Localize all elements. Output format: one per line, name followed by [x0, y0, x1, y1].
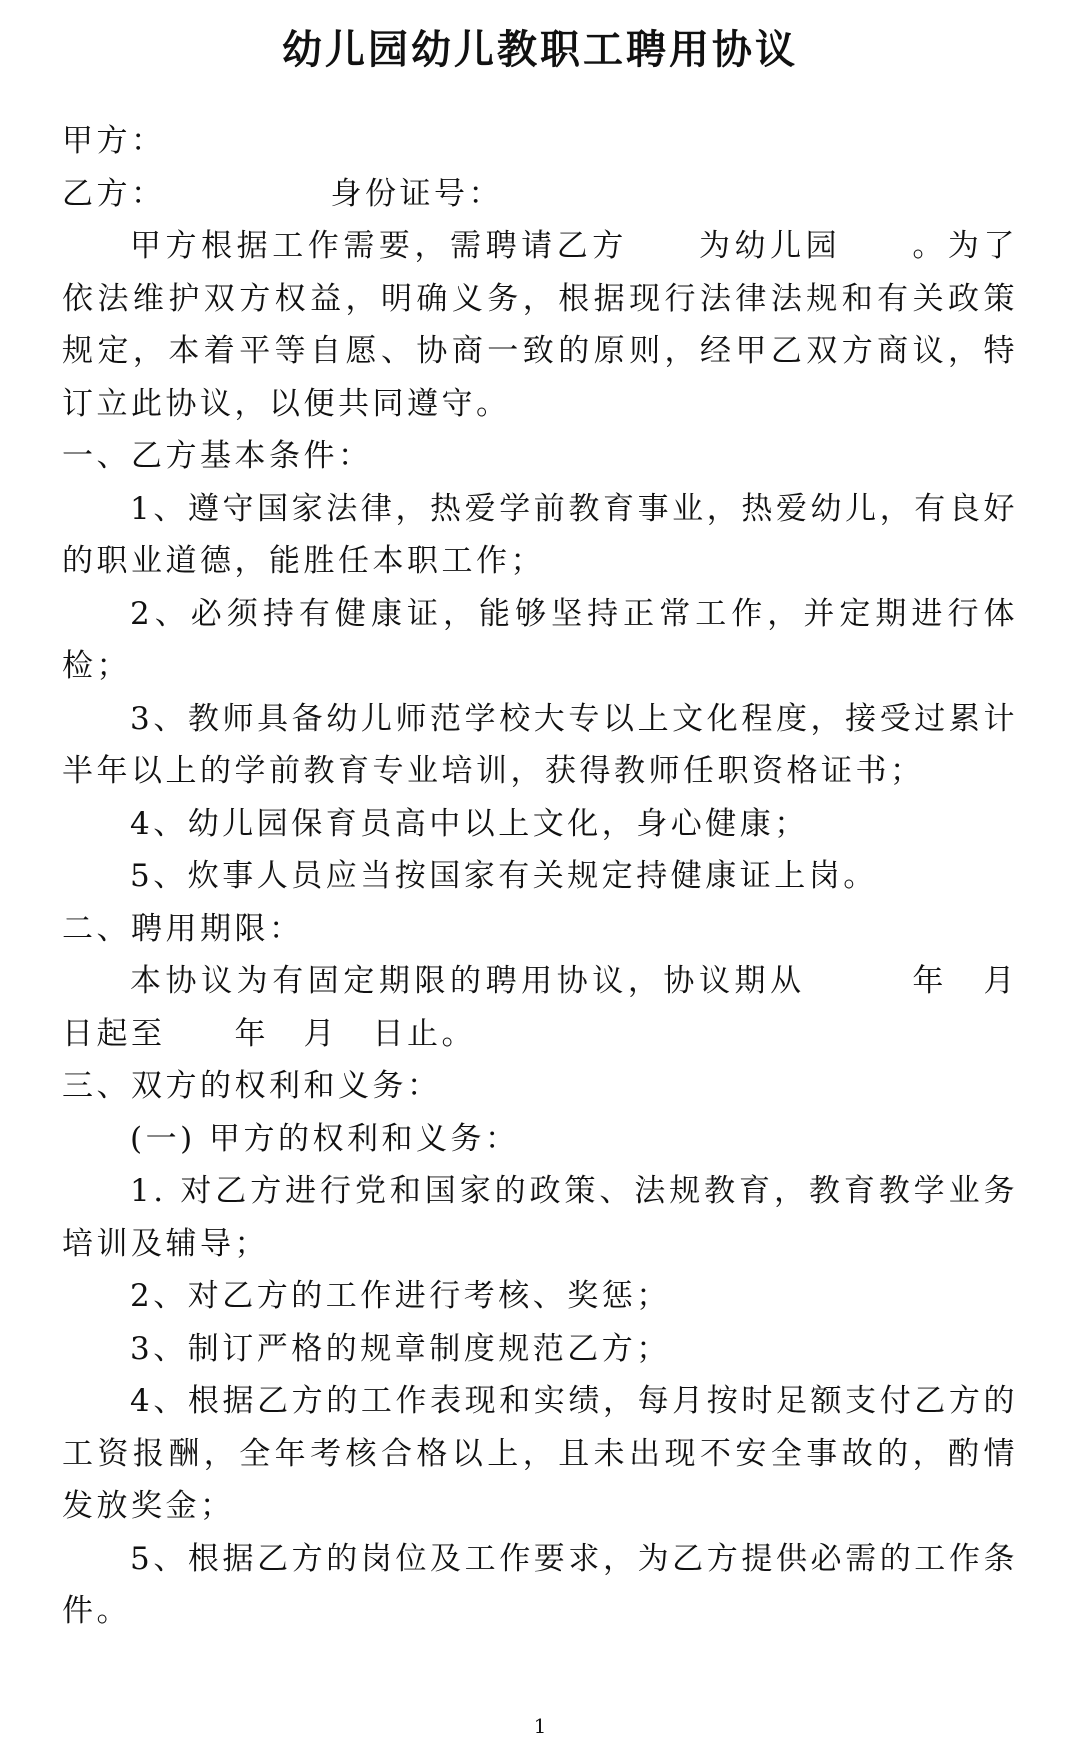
party-b-line	[62, 168, 1018, 221]
party-a-duty-2: 2、对乙方的工作进行考核、奖惩；	[130, 1278, 671, 1314]
party-a-duty-1: 1. 对乙方进行党和国家的政策、法规教育，教育教学业务培训及辅导；	[62, 1173, 1018, 1262]
party-a-duty-5: 5、根据乙方的岗位及工作要求，为乙方提供必需的工作条件。	[62, 1540, 1018, 1629]
party-b-label: 乙方：	[62, 175, 166, 212]
term-paragraph: 本协议为有固定期限的聘用协议，协议期从 年 月 日起至 年 月 日止。	[62, 963, 1053, 1052]
document-title: 幼儿园幼儿教职工聘用协议	[282, 27, 798, 73]
condition-item-5: 5、炊事人员应当按国家有关规定持健康证上岗。	[130, 858, 878, 894]
subsection-heading-party-a: (一) 甲方的权利和义务：	[130, 1120, 520, 1157]
party-a-duty-4: 4、根据乙方的工作表现和实绩，每月按时足额支付乙方的工资报酬，全年考核合格以上，且未出现不安全事故的，酌情发放奖金；	[62, 1383, 1018, 1524]
id-number-label: 身份证号：	[330, 175, 503, 212]
party-a-duty-3: 3、制订严格的规章制度规范乙方；	[130, 1330, 671, 1367]
intro-paragraph: 甲方根据工作需要，需聘请乙方 为幼儿园 。为了依法维护双方权益，明确义务，根据现行法律法规和有关政策规定，本着平等自愿、协商一致的原则，经甲乙双方商议，特订立此协议，以便共同遵守。	[62, 228, 1018, 422]
section-heading-basic-conditions: 一、乙方基本条件：	[62, 438, 373, 474]
condition-item-3: 3、教师具备幼儿师范学校大专以上文化程度，接受过累计半年以上的学前教育专业培训，获得教师任职资格证书；	[62, 700, 1018, 789]
section-heading-term: 二、聘用期限：	[62, 910, 304, 947]
section-heading-rights-obligations: 三、双方的权利和义务：	[62, 1068, 442, 1104]
condition-item-2: 2、必须持有健康证，能够坚持正常工作，并定期进行体检；	[62, 595, 1018, 684]
party-a-line	[62, 115, 1018, 168]
party-a-label: 甲方：	[62, 123, 166, 159]
condition-item-1: 1、遵守国家法律，热爱学前教育事业，热爱幼儿，有良好的职业道德，能胜任本职工作；	[62, 490, 1018, 579]
page-number: 1	[533, 1714, 547, 1738]
condition-item-4: 4、幼儿园保育员高中以上文化，身心健康；	[130, 805, 809, 842]
document-body	[62, 115, 1053, 1638]
